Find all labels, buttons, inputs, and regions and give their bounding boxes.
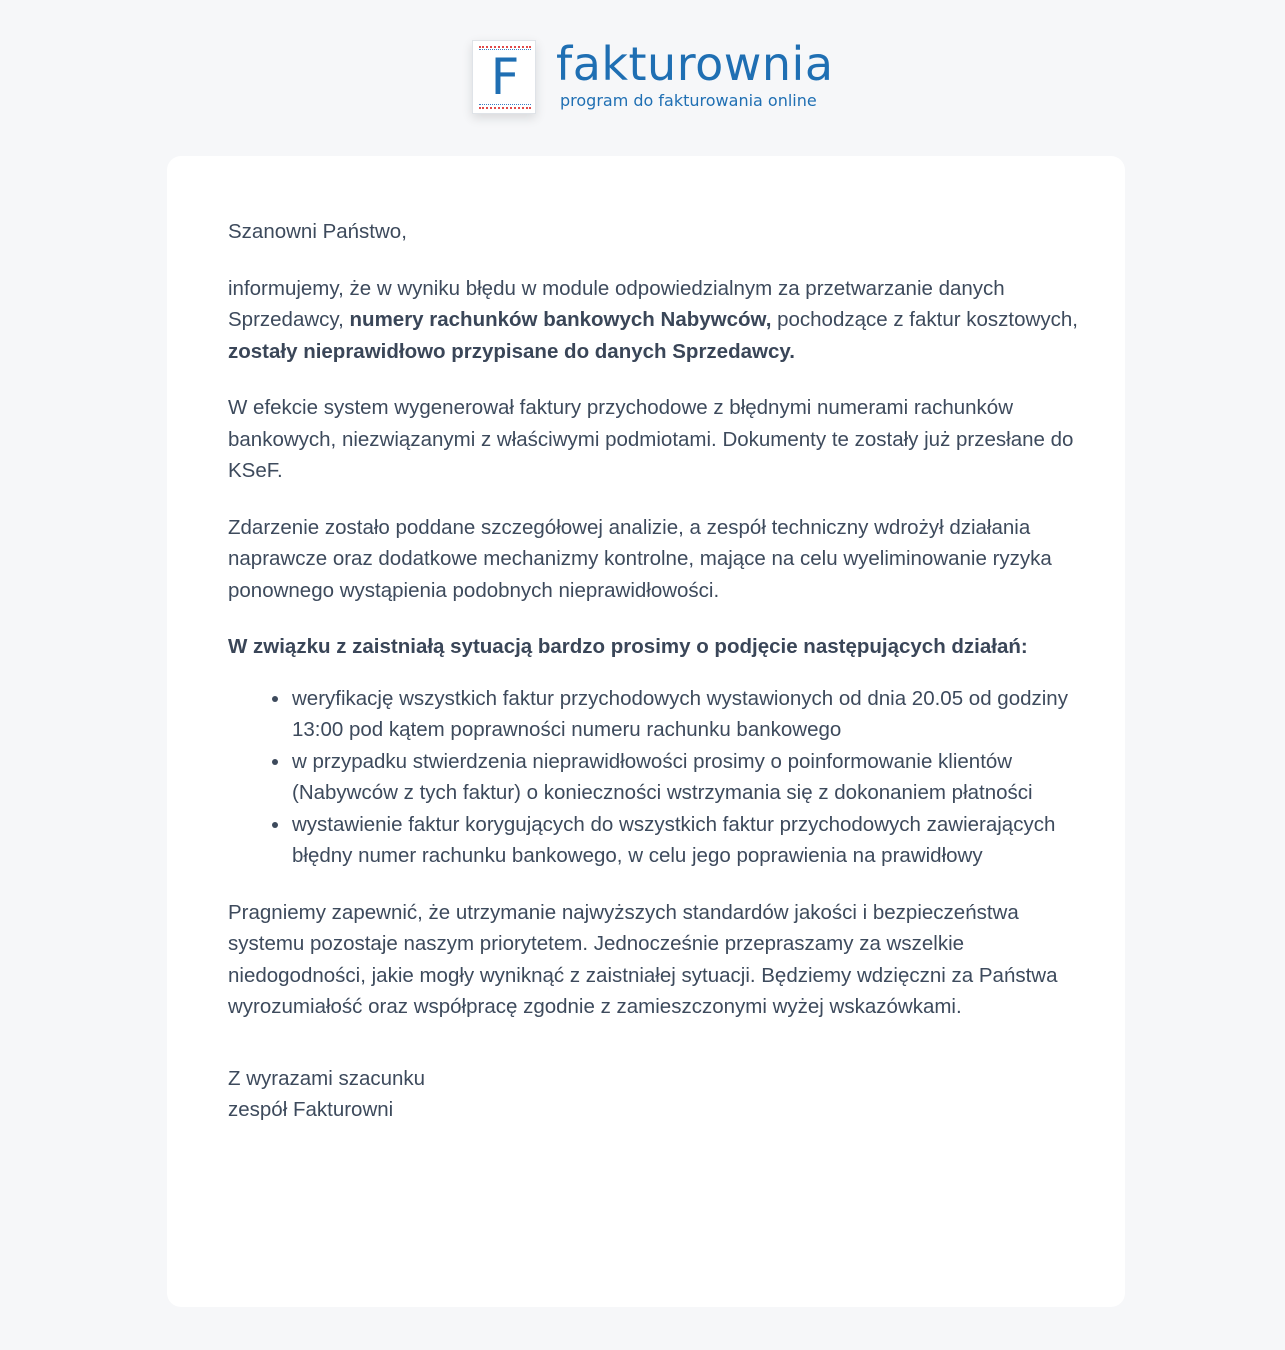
list-item <box>292 683 1078 746</box>
email-card <box>167 156 1125 1307</box>
brand-tagline: program do fakturowania online <box>560 91 817 110</box>
email-body <box>228 216 1078 1126</box>
email-header <box>0 0 1285 150</box>
paragraph-error-info-text-1: informujemy, że w wyniku błędu w module odpowiedzialnym za przetwarzanie danych Sprzedawcy, <box>228 276 1005 331</box>
logo-dotted-border-bottom <box>479 107 531 109</box>
brand-name: fakturownia <box>556 37 834 91</box>
list-item <box>292 746 1078 809</box>
signature-block <box>228 1063 1078 1126</box>
brand-logo[interactable] <box>472 37 852 120</box>
greeting: Szanowni Państwo, <box>228 220 407 243</box>
action-list <box>228 683 1078 872</box>
paragraph-error-info-text-2: pochodzące z faktur kosztowych, <box>771 308 1078 331</box>
paragraph-error-info-bold-1: numery rachunków bankowych Nabywców, <box>349 308 772 331</box>
action-heading <box>228 631 1078 663</box>
paragraph-closing: Pragniemy zapewnić, że utrzymanie najwyższych standardów jakości i bezpieczeństwa systemu pozostaje naszym priorytetem. Jednocześnie przepraszamy za wszelkie niedogodności, jakie mogły wyniknąć z zaistniałej sytuacji. Będziemy wdzięczni za Państwa wyrozumiałość oraz współpracę zgodnie z zamieszczonymi wyżej wskazówkami. <box>228 900 1058 1018</box>
logo-letter: F <box>490 48 520 106</box>
bullet-dot-icon <box>272 822 278 828</box>
bullet-dot-icon <box>272 696 278 702</box>
signoff: Z wyrazami szacunku <box>228 1066 426 1090</box>
list-item-text: w przypadku stwierdzenia nieprawidłowości prosimy o poinformowanie klientów (Nabywców z tych faktur) o konieczności wstrzymania się z dokonaniem płatności <box>292 749 1033 804</box>
invoice-document-f-icon <box>472 40 536 114</box>
signature-name: zespół Fakturowni <box>228 1098 394 1121</box>
paragraph-error-info <box>228 273 1078 368</box>
paragraph-error-info-bold-2: zostały nieprawidłowo przypisane do danych Sprzedawcy. <box>228 339 795 363</box>
bullet-dot-icon <box>272 759 278 765</box>
list-item-text: weryfikację wszystkich faktur przychodowych wystawionych od dnia 20.05 od godziny 13:00 pod kątem poprawności numeru rachunku bankowego <box>292 686 1068 741</box>
list-item <box>292 809 1078 872</box>
list-item-text: wystawienie faktur korygujących do wszystkich faktur przychodowych zawierających błędny numer rachunku bankowego, w celu jego poprawienia na prawidłowy <box>292 812 1056 867</box>
paragraph-effect: W efekcie system wygenerował faktury przychodowe z błędnymi numerami rachunków bankowych, niezwiązanymi z właściwymi podmiotami. Dokumenty te zostały już przesłane do KSeF. <box>228 396 1074 482</box>
paragraph-analysis: Zdarzenie zostało poddane szczegółowej analizie, a zespół techniczny wdrożył działania naprawcze oraz dodatkowe mechanizmy kontrolne, mające na celu wyeliminowanie ryzyka ponownego wystąpienia podobnych nieprawidłowości. <box>228 515 1052 602</box>
action-heading-text: W związku z zaistniałą sytuacją bardzo prosimy o podjęcie następujących działań: <box>228 635 1028 658</box>
logo-dotted-border-bottom-blue <box>479 104 531 105</box>
